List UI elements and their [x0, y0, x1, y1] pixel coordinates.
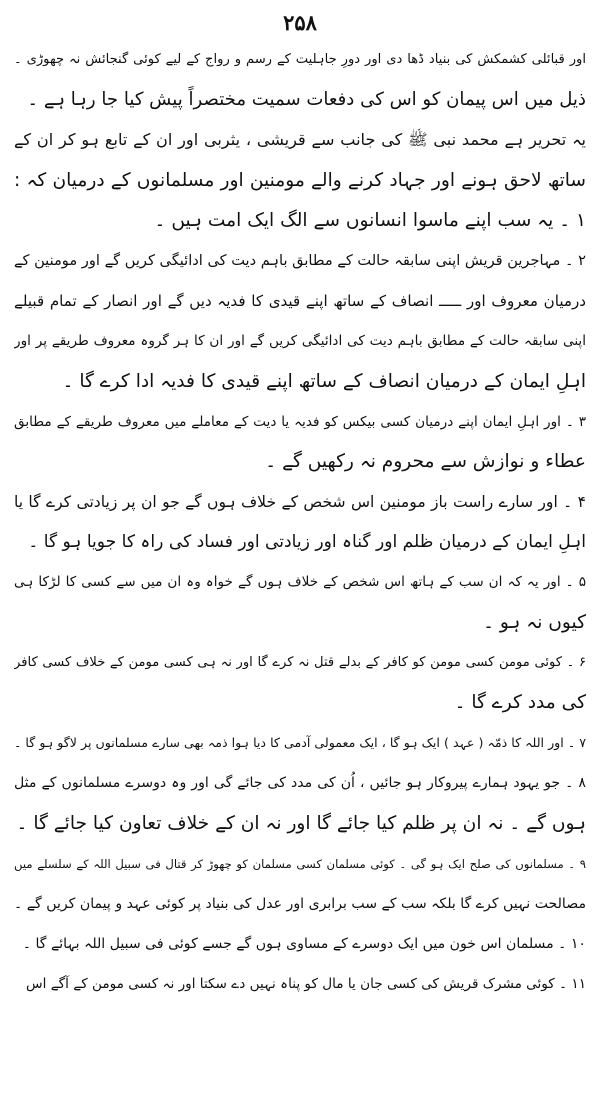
text-line: اپنی سابقہ حالت کے مطابق باہم دیت کی ادائیگی کریں گے اور ان کا ہر گروہ معروف طریقے پر اور	[14, 333, 586, 350]
text-line: یہ تحریر ہے محمد نبی ﷺ کی جانب سے قریشی ، یثربی اور ان کے تابع ہو کر ان کے	[14, 130, 586, 150]
text-body	[14, 40, 586, 1005]
text-line: ۷ ۔ اور اللہ کا ذمّہ ( عہد ) ایک ہو گا ، ایک معمولی آدمی کا دیا ہوا ذمہ بھی سارے مسلمانوں پر لاگو ہو گا ۔	[14, 735, 586, 751]
page-number: ۲۵۸	[283, 10, 317, 35]
text-line: ۱ ۔ یہ سب اپنے ماسوا انسانوں سے الگ ایک امت ہیں ۔	[154, 209, 586, 231]
text-line: ۸ ۔ جو یہود ہمارے پیروکار ہو جائیں ، اُن کی مدد کی جائے گی اور وہ دوسرے مسلمانوں کے مثل	[14, 775, 586, 792]
text-line: اہلِ ایمان کے درمیان انصاف کے ساتھ اپنے قیدی کا فدیہ ادا کرے گا ۔	[62, 370, 586, 392]
text-line: ساتھ لاحق ہونے اور جہاد کرنے والے مومنین اور مسلمانوں کے درمیان کہ :	[14, 169, 586, 191]
text-line: کیوں نہ ہو ۔	[483, 611, 586, 633]
text-line: ۱۰ ۔ مسلمان اس خون میں ایک دوسرے کے مساوی ہوں گے جسے کوئی فی سبیل اللہ بہائے گا ۔	[22, 936, 586, 953]
text-line: مصالحت نہیں کرے گا بلکہ سب کے سب برابری اور عدل کی بنیاد پر کوئی عہد و پیمان کریں گے ۔	[14, 895, 586, 912]
text-line: ۱۱ ۔ کوئی مشرک قریش کی کسی جان یا مال کو پناہ نہیں دے سکتا اور نہ کسی مومن کے آگے اس	[26, 976, 586, 993]
text-line: اہلِ ایمان کے درمیان ظلم اور گناہ اور زیادتی اور فساد کی راہ کا جویا ہو گا ۔	[28, 532, 586, 553]
text-line: ۶ ۔ کوئی مومن کسی مومن کو کافر کے بدلے قتل نہ کرے گا اور نہ ہی کسی مومن کے خلاف کسی کافر	[14, 654, 586, 670]
text-line: ۴ ۔ اور سارے راست باز مومنین اس شخص کے خلاف ہوں گے جو ان پر زیادتی کرے گا یا	[14, 493, 586, 512]
text-line: کی مدد کرے گا ۔	[454, 692, 586, 713]
text-line: ۵ ۔ اور یہ کہ ان سب کے ہاتھ اس شخص کے خلاف ہوں گے خواہ وہ ان میں سے کسی کا لڑکا ہی	[14, 574, 586, 591]
text-line: ۳ ۔ اور اہلِ ایمان اپنے درمیان کسی بیکس کو فدیہ یا دیت کے معاملے میں معروف طریقے کے مطابق	[14, 413, 586, 430]
text-line: ۲ ۔ مہاجرین قریش اپنی سابقہ حالت کے مطابق باہم دیت کی ادائیگی کریں گے اور مومنین کے	[14, 251, 586, 269]
text-line: عطاء و نوازش سے محروم نہ رکھیں گے ۔	[265, 450, 586, 472]
text-line: ہوں گے ۔ نہ ان پر ظلم کیا جائے گا اور نہ ان کے خلاف تعاون کیا جائے گا ۔	[16, 812, 586, 834]
text-line: ۹ ۔ مسلمانوں کی صلح ایک ہو گی ۔ کوئی مسلمان کسی مسلمان کو چھوڑ کر قتال فی سبیل اللہ کے سلسلے میں	[14, 856, 586, 871]
text-line: ذیل میں اس پیمان کو اس کی دفعات سمیت مختصراً پیش کیا جا رہا ہے ۔	[27, 89, 586, 111]
text-line: درمیان معروف اور ـــــ انصاف کے ساتھ اپنے قیدی کا فدیہ دیں گے اور انصار کے تمام قبیلے	[14, 292, 586, 311]
text-line: اور قبائلی کشمکش کی بنیاد ڈھا دی اور دورِ جاہلیت کے رسم و رواج کے لیے کوئی گنجائش نہ چھوڑی ۔	[14, 52, 586, 67]
